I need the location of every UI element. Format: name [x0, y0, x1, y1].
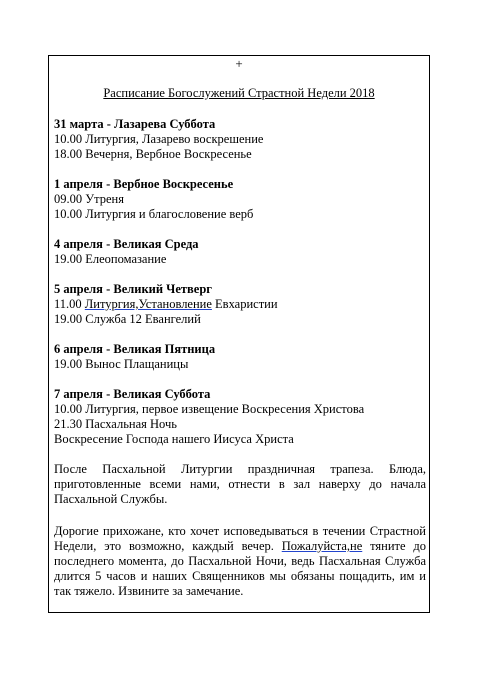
confession-paragraph	[54, 524, 426, 599]
confession-text-before: Дорогие прихожане, кто хочет исповедываться в течении Страстной Недели, это возможно, каждый вечер.	[54, 524, 426, 553]
service-line: 09.00 Утреня	[54, 192, 124, 206]
spellcheck-marked-text: Пожалуйста,не	[281, 539, 363, 553]
trapeza-paragraph: После Пасхальной Литургии праздничная трапеза. Блюда, приготовленные всеми нами, отнести в зал наверху до начала Пасхальной Службы.	[54, 462, 426, 506]
day-heading: 7 апреля - Великая Суббота	[54, 387, 211, 401]
page-title: Расписание Богослужений Страстной Недели 2018	[103, 86, 375, 100]
day-block-palm-sunday	[54, 177, 426, 222]
service-line: 19.00 Служба 12 Евангелий	[54, 312, 201, 326]
day-block-great-thursday	[54, 282, 426, 327]
day-heading: 4 апреля - Великая Среда	[54, 237, 199, 251]
day-heading: 5 апреля - Великий Четверг	[54, 282, 212, 296]
service-line: 10.00 Литургия и благословение верб	[54, 207, 254, 221]
day-heading: 1 апреля - Вербное Воскресенье	[54, 177, 234, 191]
service-line-suffix: Евхаристии	[211, 297, 278, 311]
schedule-content	[54, 117, 426, 616]
day-block-great-friday	[54, 342, 426, 372]
day-heading: 31 марта - Лазарева Суббота	[54, 117, 216, 131]
service-line: 18.00 Вечерня, Вербное Воскресенье	[54, 147, 252, 161]
day-block-great-saturday	[54, 387, 426, 447]
service-line-prefix: 11.00	[54, 297, 85, 311]
spellcheck-marked-text: Литургия,Установление	[84, 297, 212, 311]
service-line: Воскресение Господа нашего Иисуса Христа	[54, 432, 294, 446]
service-line: 21.30 Пасхальная Ночь	[54, 417, 177, 431]
service-line: 19.00 Вынос Плащаницы	[54, 357, 189, 371]
day-heading: 6 апреля - Великая Пятница	[54, 342, 216, 356]
service-line: 19.00 Елеопомазание	[54, 252, 167, 266]
cross-symbol: +	[235, 56, 243, 71]
confession-text-after: тяните до последнего момента, до Пасхальной Ночи, ведь Пасхальная Служба длится 5 часов и наших Священников мы обязаны пощадить, им и так тяжело. Извините за замечание.	[54, 539, 427, 598]
day-block-great-wednesday	[54, 237, 426, 267]
service-line: 10.00 Литургия, первое извещение Воскресения Христова	[54, 402, 365, 416]
service-line: 10.00 Литургия, Лазарево воскрешение	[54, 132, 264, 146]
service-line	[54, 297, 426, 312]
day-block-lazarus-saturday	[54, 117, 426, 162]
